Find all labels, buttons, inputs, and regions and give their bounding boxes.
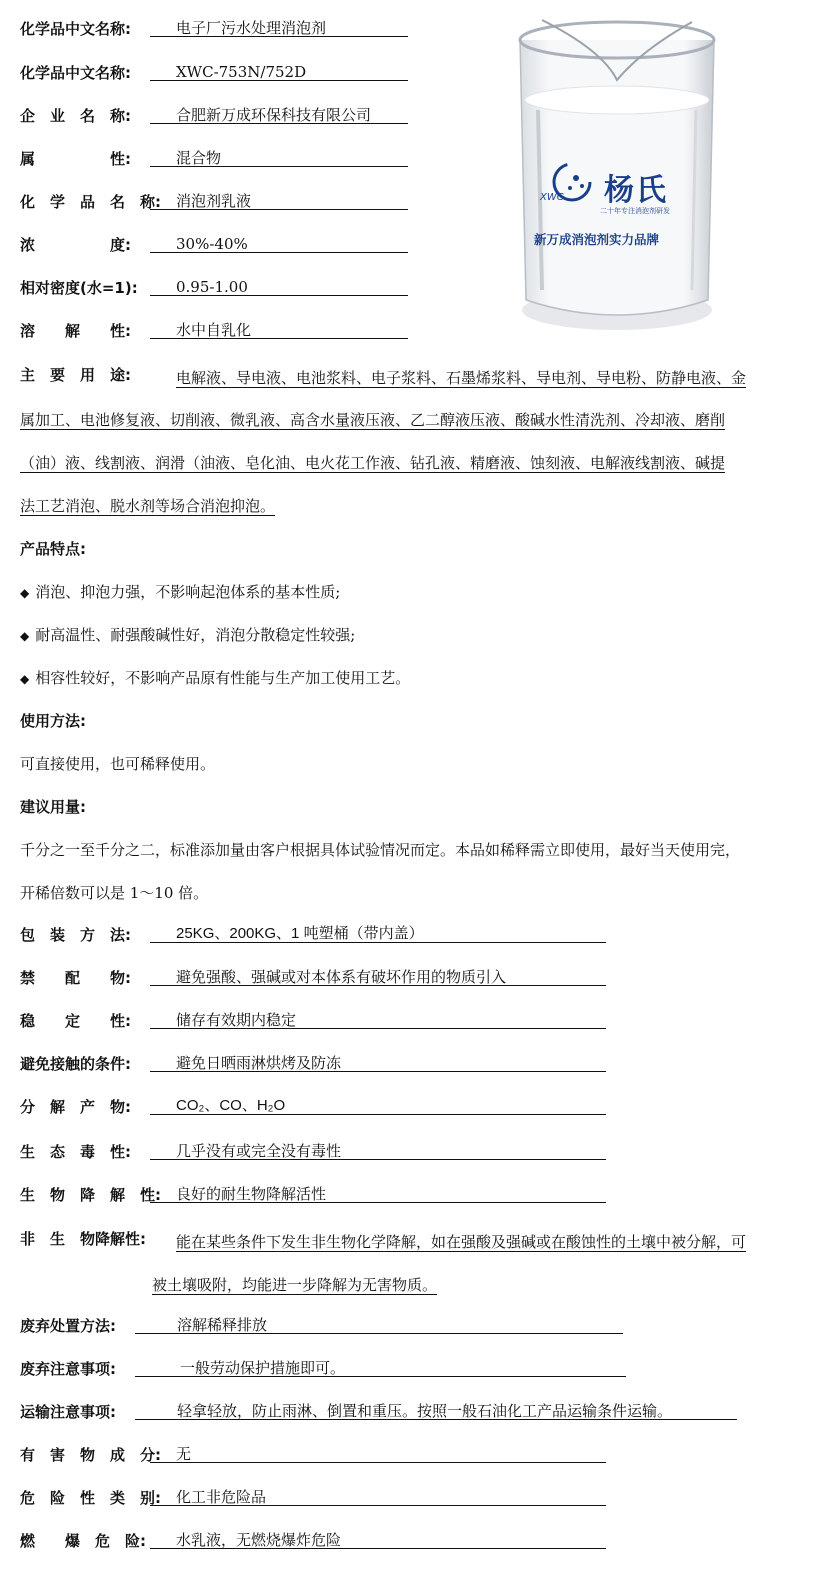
field-label: 有 害 物 成 分: (20, 1446, 161, 1464)
field-value: 储存有效期内稳定 (150, 1006, 606, 1029)
field-value: CO₂、CO、H₂O (150, 1092, 606, 1115)
feature-item: ◆ 消泡、抑泡力强，不影响起泡体系的基本性质; (20, 581, 340, 602)
field-label: 禁 配 物: (20, 969, 131, 987)
field-label: 浓 度: (20, 236, 131, 254)
field-label: 包 装 方 法: (20, 926, 131, 944)
field-value: 良好的耐生物降解活性 (150, 1180, 606, 1203)
field-value: 避免强酸、强碱或对本体系有破坏作用的物质引入 (150, 963, 606, 986)
field-label: 化学品中文名称: (20, 20, 131, 38)
field-value: 一般劳动保护措施即可。 (135, 1354, 626, 1377)
brand-slogan: 新万成消泡剂实力品牌 (534, 232, 660, 247)
nonbio-line: 能在某些条件下发生非生物化学降解，如在强酸及强碱或在酸蚀性的土壤中被分解，可 (176, 1233, 747, 1251)
features-title: 产品特点: (20, 540, 86, 558)
uses-label: 主 要 用 途: (20, 366, 131, 384)
field-label: 相对密度(水=1): (20, 279, 138, 297)
uses-line: 法工艺消泡、脱水剂等场合消泡抑泡。 (20, 497, 276, 515)
uses-line: （油）液、线割液、润滑（油液、皂化油、电火花工作液、钻孔液、精磨液、蚀刻液、电解液线割液、碱提 (20, 454, 726, 472)
field-label: 废弃处置方法: (20, 1317, 116, 1335)
field-label: 溶 解 性: (20, 322, 131, 340)
brand-tagline: 二十年专注消泡剂研发 (600, 207, 670, 215)
dosage-line: 开稀倍数可以是 1～10 倍。 (20, 884, 209, 902)
product-image (512, 10, 722, 340)
brand-name: 杨氏 (604, 173, 668, 208)
field-label: 属 性: (20, 150, 131, 168)
field-value: 化工非危险品 (150, 1483, 606, 1506)
uses-line: 属加工、电池修复液、切削液、微乳液、高含水量液压液、乙二醇液压液、酸碱水性清洗剂、冷却液、磨削 (20, 411, 726, 429)
field-label: 运输注意事项: (20, 1403, 116, 1421)
field-label: 稳 定 性: (20, 1012, 131, 1030)
field-label: 生 态 毒 性: (20, 1143, 131, 1161)
field-label: 化 学 品 名 称: (20, 193, 161, 211)
field-label: 燃 爆 危 险: (20, 1532, 146, 1550)
field-label: 废弃注意事项: (20, 1360, 116, 1378)
usage-title: 使用方法: (20, 712, 86, 730)
field-value: XWC-753N/752D (150, 58, 408, 81)
nonbio-line: 被土壤吸附，均能进一步降解为无害物质。 (152, 1276, 438, 1294)
field-value: 消泡剂乳液 (150, 187, 408, 210)
field-value: 30%-40% (150, 230, 408, 253)
field-label: 企 业 名 称: (20, 107, 131, 125)
brand-en: XWC (540, 192, 564, 203)
field-value: 水乳液，无燃烧爆炸危险 (150, 1526, 606, 1549)
field-value: 混合物 (150, 144, 408, 167)
field-value: 避免日晒雨淋烘烤及防冻 (150, 1049, 606, 1072)
dosage-line: 千分之一至千分之二，标准添加量由客户根据具体试验情况而定。本品如稀释需立即使用，最好当天使用完， (20, 841, 741, 859)
field-label: 分 解 产 物: (20, 1098, 131, 1116)
nonbio-label: 非 生 物降解性: (20, 1230, 146, 1248)
field-value: 轻拿轻放，防止雨淋、倒置和重压。按照一般石油化工产品运输条件运输。 (135, 1397, 737, 1420)
usage-text: 可直接使用，也可稀释使用。 (20, 755, 216, 773)
field-value: 合肥新万成环保科技有限公司 (150, 101, 408, 124)
field-value: 水中自乳化 (150, 316, 408, 339)
field-label: 避免接触的条件: (20, 1055, 131, 1073)
uses-line: 电解液、导电液、电池浆料、电子浆料、石墨烯浆料、导电剂、导电粉、防静电液、金 (176, 369, 747, 387)
field-label: 生 物 降 解 性: (20, 1186, 161, 1204)
field-value: 无 (150, 1440, 606, 1463)
field-label: 危 险 性 类 别: (20, 1489, 161, 1507)
feature-item: ◆ 相容性较好，不影响产品原有性能与生产加工使用工艺。 (20, 667, 410, 688)
dosage-title: 建议用量: (20, 798, 86, 816)
feature-item: ◆ 耐高温性、耐强酸碱性好，消泡分散稳定性较强; (20, 624, 355, 645)
field-value: 电子厂污水处理消泡剂 (150, 14, 408, 37)
field-value: 25KG、200KG、1 吨塑桶（带内盖） (150, 920, 606, 943)
field-value: 0.95-1.00 (150, 273, 408, 296)
field-value: 几乎没有或完全没有毒性 (150, 1137, 606, 1160)
field-value: 溶解稀释排放 (135, 1311, 623, 1334)
field-label: 化学品中文名称: (20, 64, 131, 82)
